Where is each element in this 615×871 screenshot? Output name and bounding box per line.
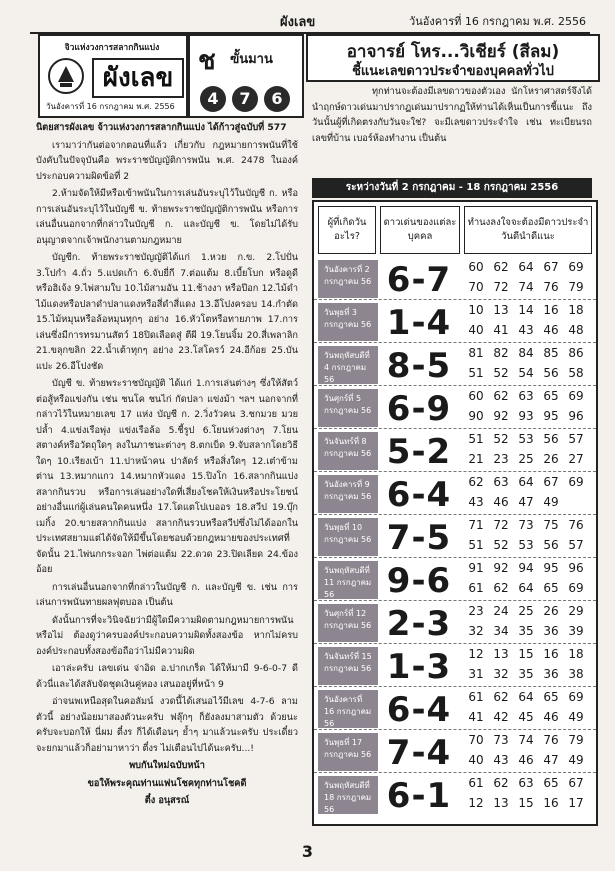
row-divider [314, 428, 596, 429]
row-star-pair: 2-3 [386, 604, 452, 644]
row-number: 56 [543, 538, 559, 552]
row-number: 49 [568, 710, 584, 724]
lucky-ball-3: 6 [264, 86, 290, 112]
row-day-label: วันอังคารที่ 16 กรกฎาคม 56 [318, 690, 378, 728]
article-paragraph: เอาล่ะครับ เลขเด่น จ่าอิด อ.ปากเกร็ด ได้ให้มามี 9-6-0-7 ดีด้วนี่และได้สลับจัดชุดเงินคู่หอง เสนออยู่ที่หน้า 9 [36, 663, 298, 690]
row-numbers [464, 561, 590, 601]
row-star-pair: 1-3 [386, 647, 452, 687]
row-number: 10 [468, 303, 484, 317]
row-number: 76 [543, 733, 559, 747]
row-number: 76 [568, 518, 584, 532]
header-star-pair: ดาวเด่นของแต่ละบุคคล [380, 206, 460, 254]
article-paragraph: บัญชีก. ท้ายพระราชบัญญัติได้แก่ 1.หวย ก.ข. 2.โปปั่น 3.โปกำ 4.ถั่ว 5.แปดเก้า 6.จับยี่กี 7.ต่อแต้ม 8.เบี้ยโบก หรือดูดี หรือฮิเจ้ง 9.ไพ่สามใบ 10.ไม้สามอัน 11.ช้างงา หรือป๊อก 12.ไม้ดำไม้แดงหรือปลาดำปลาแดงหรือสี่ดำสี่แดง 13.อีโปงครอบ 14.กำตัด 15.ไม้หมุนหรือล้อหมุนทุกๆ อย่าง 16.หัวโตหรือทายภาพ 17.การเล่นซึ่งมีการทรมานสัตว์ 18ปิดเลือดสู่ ตีผี 19.โยนจิ้ม 20.สี่เพลาลิก 21.ขลุกขลิก 22.น้ำเต้าทุกๆ อย่าง 23.โสโครว์ 24.อีก้อย 25.บันแปะ 26.อีโปงชัด [36, 252, 298, 372]
row-day-label: วันศุกร์ที่ 5 กรกฎาคม 56 [318, 389, 378, 427]
row-number: 56 [543, 366, 559, 380]
row-number: 29 [568, 604, 584, 618]
row-number: 69 [568, 260, 584, 274]
row-number: 74 [518, 733, 534, 747]
row-number: 16 [543, 796, 559, 810]
row-number: 46 [493, 495, 509, 509]
row-number: 26 [543, 604, 559, 618]
row-number: 53 [518, 432, 534, 446]
row-number: 62 [493, 389, 509, 403]
row-number: 51 [468, 366, 484, 380]
page-header [30, 8, 590, 34]
row-number: 23 [493, 452, 509, 466]
row-divider [314, 471, 596, 472]
row-number: 40 [468, 753, 484, 767]
row-numbers [464, 260, 590, 300]
row-day-label: วันพุธที่ 17 กรกฎาคม 56 [318, 733, 378, 771]
row-number: 63 [518, 389, 534, 403]
row-number: 12 [468, 796, 484, 810]
row-numbers [464, 690, 590, 730]
row-number: 47 [543, 753, 559, 767]
row-number: 40 [468, 323, 484, 337]
date-range-bar: ระหว่างวันที่ 2 กรกฎาคม - 18 กรกฎาคม 2556 [312, 178, 592, 198]
row-number: 13 [493, 647, 509, 661]
row-number: 67 [568, 776, 584, 790]
row-number: 14 [518, 303, 534, 317]
row-number: 13 [493, 796, 509, 810]
masthead-title: ผังเลข [92, 58, 184, 98]
row-number: 49 [568, 753, 584, 767]
row-star-pair: 5-2 [386, 432, 452, 472]
row-number: 69 [568, 690, 584, 704]
lucky-star-table [312, 200, 598, 826]
row-day-label: วันศุกร์ที่ 12 กรกฎาคม 56 [318, 604, 378, 642]
row-number: 74 [518, 280, 534, 294]
header-birthday: ผู้ที่เกิดวันอะไร? [318, 206, 376, 254]
row-number: 51 [468, 432, 484, 446]
row-number: 52 [493, 366, 509, 380]
row-number: 91 [468, 561, 484, 575]
row-number: 95 [543, 561, 559, 575]
row-number: 51 [468, 538, 484, 552]
row-number: 15 [518, 796, 534, 810]
table-row [314, 385, 596, 433]
row-divider [314, 729, 596, 730]
row-number: 73 [493, 733, 509, 747]
row-numbers [464, 776, 590, 816]
row-number: 92 [493, 409, 509, 423]
row-day-label: วันพุธที่ 10 กรกฎาคม 56 [318, 518, 378, 556]
row-number: 67 [543, 260, 559, 274]
row-number: 46 [518, 753, 534, 767]
row-number: 79 [568, 733, 584, 747]
row-number: 17 [568, 796, 584, 810]
row-number: 47 [518, 495, 534, 509]
row-number: 16 [543, 647, 559, 661]
row-number: 72 [493, 280, 509, 294]
row-number: 70 [468, 280, 484, 294]
row-numbers [464, 604, 590, 644]
row-divider [314, 557, 596, 558]
row-number: 94 [518, 561, 534, 575]
row-day-label: วันพฤหัสบดีที่ 11 กรกฎาคม 56 [318, 561, 378, 599]
row-number: 96 [568, 561, 584, 575]
row-star-pair: 6-7 [386, 260, 452, 300]
row-numbers [464, 432, 590, 472]
row-day-label: วันอังคารที่ 2 กรกฎาคม 56 [318, 260, 378, 298]
row-star-pair: 6-4 [386, 475, 452, 515]
row-number: 48 [568, 323, 584, 337]
row-number: 71 [468, 518, 484, 532]
row-number: 76 [543, 280, 559, 294]
row-number: 12 [468, 647, 484, 661]
row-number: 42 [493, 710, 509, 724]
row-number: 36 [543, 667, 559, 681]
row-star-pair: 9-6 [386, 561, 452, 601]
table-row [314, 772, 596, 820]
row-number: 62 [493, 581, 509, 595]
row-number: 15 [518, 647, 534, 661]
row-number: 16 [543, 303, 559, 317]
lucky-ball-1: 4 [200, 86, 226, 112]
article-closing: ขอให้พระคุณท่านแฟนโชคทุกท่านโชคดี [87, 777, 247, 789]
row-number: 25 [518, 604, 534, 618]
astrologer-title: อาจารย์ โหร...วิเชียร์ (สีลม) [346, 42, 560, 62]
row-numbers [464, 733, 590, 773]
row-number: 65 [543, 581, 559, 595]
row-star-pair: 8-5 [386, 346, 452, 386]
row-number: 46 [543, 323, 559, 337]
header-date: วันอังคารที่ 16 กรกฎาคม พ.ศ. 2556 [409, 15, 586, 28]
row-number: 35 [518, 667, 534, 681]
row-number: 41 [493, 323, 509, 337]
row-number: 52 [493, 538, 509, 552]
table-row [314, 686, 596, 734]
row-number: 72 [493, 518, 509, 532]
row-number: 41 [468, 710, 484, 724]
row-numbers [464, 346, 590, 386]
row-number: 32 [493, 667, 509, 681]
row-number: 79 [568, 280, 584, 294]
row-number: 61 [468, 581, 484, 595]
row-number: 63 [493, 475, 509, 489]
row-number: 84 [518, 346, 534, 360]
row-number: 34 [493, 624, 509, 638]
row-number: 60 [468, 260, 484, 274]
header-brand: ผังเลข [280, 15, 316, 30]
row-number: 53 [518, 538, 534, 552]
row-number: 92 [493, 561, 509, 575]
article-signature: ตี๋ง อนุสรณ์ [144, 795, 190, 806]
article-paragraph: ดังนั้นการที่จะวินิจฉัยว่ามีผู้ใดมีความผิดตามกฎหมายการพนันหรือไม่ ต้องดูว่าครบองค์ประกอบความผิดทั้งสองข้อ หากไม่ครบองค์ประกอบทั้งสองข้อถือว่าไม่มีความผิด [36, 614, 298, 657]
row-numbers [464, 518, 590, 558]
row-number: 39 [568, 624, 584, 638]
row-day-label: วันอังคารที่ 9 กรกฎาคม 56 [318, 475, 378, 513]
table-row [314, 514, 596, 562]
row-number: 62 [493, 260, 509, 274]
row-number: 60 [468, 389, 484, 403]
row-number: 35 [518, 624, 534, 638]
row-number: 36 [543, 624, 559, 638]
row-number: 56 [543, 432, 559, 446]
row-star-pair: 6-9 [386, 389, 452, 429]
table-row [314, 643, 596, 691]
row-day-label: วันจันทร์ที่ 8 กรกฎาคม 56 [318, 432, 378, 470]
row-numbers [464, 647, 590, 687]
table-row [314, 256, 596, 304]
row-divider [314, 600, 596, 601]
row-divider [314, 772, 596, 773]
row-star-pair: 1-4 [386, 303, 452, 343]
table-row [314, 557, 596, 605]
row-number: 32 [468, 624, 484, 638]
row-number: 49 [543, 495, 559, 509]
row-number: 58 [568, 366, 584, 380]
lucky-icon: ช [198, 46, 216, 76]
table-row [314, 729, 596, 777]
row-number: 57 [568, 538, 584, 552]
row-day-label: วันจันทร์ที่ 15 กรกฎาคม 56 [318, 647, 378, 685]
row-divider [314, 686, 596, 687]
row-star-pair: 6-4 [386, 690, 452, 730]
row-number: 67 [543, 475, 559, 489]
row-number: 69 [568, 475, 584, 489]
page-number: 3 [301, 842, 314, 861]
row-number: 90 [468, 409, 484, 423]
masthead-org: จิวแห่งวงการสลากกินแบ่ง [64, 43, 160, 53]
row-numbers [464, 303, 590, 343]
table-row [314, 342, 596, 390]
row-number: 23 [468, 604, 484, 618]
astrologer-intro [312, 84, 592, 170]
row-number: 73 [518, 518, 534, 532]
row-divider [314, 299, 596, 300]
row-number: 65 [543, 389, 559, 403]
row-star-pair: 7-5 [386, 518, 452, 558]
row-number: 62 [493, 776, 509, 790]
header-numbers: ทำนงลงใจจะต้องมีดาวประจำวันดีนำดีแนะ [464, 206, 592, 254]
masthead-logo [38, 34, 188, 118]
row-number: 24 [493, 604, 509, 618]
article-closing: พบกันใหม่ฉบับหน้า [129, 760, 205, 771]
row-divider [314, 385, 596, 386]
row-number: 46 [543, 710, 559, 724]
article-paragraph: การเล่นอื่นนอกจากที่กล่าวในบัญชี ก. และบัญชี ข. เช่น การเล่นการพนันทายผลฟุตบอล เป็นต้น [36, 581, 298, 608]
article-paragraph: อ่าจนพเหนือสุดในคอลัมน์ งวดนี้ได้เสนอไว้มีเลข 4-7-6 ลามตัวนี้ อย่างน้อยมาสองตัวนะครับ ฟลุ๊กๆ ก็ยังลงมาสามตัว ด้วยนะครับจะบอกให้ นี่ผม ตี๋งร ก็ได้เดือนๆ ย้ำๆ มาแล้วนะครับ ประเดี๋ยวจะยกมาแล้วก็อย่ามาหาว่า ตี๋งร ไม่เตือนไปได้นะครับ...! [36, 696, 298, 754]
row-number: 13 [493, 303, 509, 317]
row-number: 95 [543, 409, 559, 423]
row-number: 64 [518, 260, 534, 274]
row-number: 27 [568, 452, 584, 466]
row-number: 81 [468, 346, 484, 360]
row-number: 43 [468, 495, 484, 509]
row-number: 62 [493, 690, 509, 704]
row-number: 64 [518, 475, 534, 489]
row-number: 96 [568, 409, 584, 423]
row-number: 43 [493, 753, 509, 767]
astrologer-subtitle: ชี้แนะเลขดาวประจำของบุคคลทั่วไป [352, 64, 554, 79]
lucky-number-box [188, 34, 304, 118]
lucky-label: ฃั้นมาน [230, 52, 273, 67]
article-paragraph: นิตยสารผังเลข จ้าวแห่งวงการสลากกินแบ่ง ได้ก้าวสู่ฉบับที่ 577 [36, 122, 287, 133]
intro-text: ทุกท่านจะต้องมีเลขดาวของตัวเอง นักโหราศาสตร์จึงได้นำฤกษ์ดาวเด่นมาปรากฏเด่นมาปรากฏให้ท่านได้เห็นเป็นการชี้แนะ ถึงวันนั้นผู้ที่เกิดตรงกับวันจะใช่? จะมีเลขดาวประจำใจ เช่น ทะเบียนรถ เลขที่บ้าน เบอร์ห้องทำงาน เป็นต้น [312, 86, 592, 144]
row-number: 57 [568, 432, 584, 446]
article-paragraph: บัญชี ข. ท้ายพระราชบัญญัติ ได้แก่ 1.การเล่นต่างๆ ซึ่งให้สัตว์ต่อสู้หรือแข่งกัน เช่น ชนโค ชนไก่ กัดปลา แข่งม้า ฯลฯ นอกจากที่กล่าวไว้ในหมายเลข 17 แห่ง บัญชี ก. 2.วิ่งวัวคน 3.ชกมวย มวยปล้ำ 4.แข่งเรือพุ่ง แข่งเรือล้อ 5.ชี้รูป 6.โยนห่วงต่างๆ 7.โยนสตางค์หรือวัตถุใดๆ ลงในภาชนะต่างๆ 8.ตกเบ็ด 9.จับสลากโดยวิธีใดๆ 10.เรียงเบ้า 11.ปาหน้าคน ปาลัดร์ หรือสิ่งใดๆ 12.เต๋าข้ามต่าน 13.หมากแกว 14.หมากหัวแดง 15.ปิงโก 16.สลากกินแบ่ง สลากกินรวบ หรือการเล่นอย่างใดที่เสี่ยงโชคให้เงินหรือประโยชน์อย่างอื่นแก่ผู้เล่นคนใดคนหนึ่ง 17.โดแตโปเบออร 18.สวีป 19.บุ๊กเมกิ้ง 20.ขายสลากกินแบ่ง สลากกินรวบหรือสวีปซึ่งไม่ได้ออกในประเทศสยามแต่ได้จัดให้มีขึ้นโดยชอบด้วยกฎหมายของประเทศที่จัดนั้น 21.ไพ่นกกระจอก ไพ่ต่อแต้ม 22.ดวด 23.ปิดเลียด 24.ข้องอ้อย [36, 378, 298, 575]
row-number: 64 [518, 690, 534, 704]
row-day-label: วันพฤหัสบดีที่ 18 กรกฎาคม 56 [318, 776, 378, 814]
row-number: 62 [468, 475, 484, 489]
row-number: 75 [543, 518, 559, 532]
row-number: 43 [518, 323, 534, 337]
lucky-ball-2: 7 [232, 86, 258, 112]
astrologer-header [306, 34, 600, 82]
article-paragraph: 2.ห้ามจัดให้มีหรือเข้าพนันในการเล่นอันระบุไว้ในบัญชี ก. หรือการเล่นอันระบุไว้ในบัญชี ข. ท้ายพระราชบัญญัติการพนัน หรือการเล่นอื่นนอกจากที่กล่าวในบัญชี ก. และบัญชี ข. โดยไม่ได้รับอนุญาตจากเจ้าพนักงานตามกฎหมาย [36, 188, 298, 246]
row-divider [314, 342, 596, 343]
row-number: 18 [568, 303, 584, 317]
row-number: 21 [468, 452, 484, 466]
row-number: 85 [543, 346, 559, 360]
row-number: 45 [518, 710, 534, 724]
row-divider [314, 514, 596, 515]
row-number: 26 [543, 452, 559, 466]
table-row [314, 600, 596, 648]
row-number: 65 [543, 776, 559, 790]
row-number: 61 [468, 776, 484, 790]
row-number: 18 [568, 647, 584, 661]
masthead-date: วันอังคารที่ 16 กรกฎาคม พ.ศ. 2556 [46, 102, 175, 111]
row-day-label: วันพฤหัสบดีที่ 4 กรกฎาคม 56 [318, 346, 378, 384]
row-day-label: วันพุธที่ 3 กรกฎาคม 56 [318, 303, 378, 341]
row-number: 25 [518, 452, 534, 466]
row-star-pair: 7-4 [386, 733, 452, 773]
row-divider [314, 643, 596, 644]
row-number: 70 [468, 733, 484, 747]
row-number: 69 [568, 581, 584, 595]
row-number: 69 [568, 389, 584, 403]
article-paragraph: เรามาว่ากันต่อจากตอนที่แล้ว เกี่ยวกับ กฎหมายการพนันที่ใช้บังคับในปัจจุบันคือ พระราชบัญญัติการพนัน พ.ศ. 2478 ในองค์ประกอบความผิดข้อที่ 2 [36, 139, 298, 182]
emblem-icon [46, 56, 86, 96]
row-star-pair: 6-1 [386, 776, 452, 816]
row-number: 31 [468, 667, 484, 681]
row-number: 93 [518, 409, 534, 423]
editorial-article [36, 120, 298, 820]
row-number: 63 [518, 776, 534, 790]
row-number: 64 [518, 581, 534, 595]
row-number: 52 [493, 432, 509, 446]
table-row [314, 471, 596, 519]
row-number: 54 [518, 366, 534, 380]
table-row [314, 299, 596, 347]
row-numbers [464, 475, 590, 515]
row-number: 65 [543, 690, 559, 704]
row-number: 38 [568, 667, 584, 681]
row-number: 82 [493, 346, 509, 360]
table-row [314, 428, 596, 476]
row-numbers [464, 389, 590, 429]
row-number: 61 [468, 690, 484, 704]
row-number: 86 [568, 346, 584, 360]
